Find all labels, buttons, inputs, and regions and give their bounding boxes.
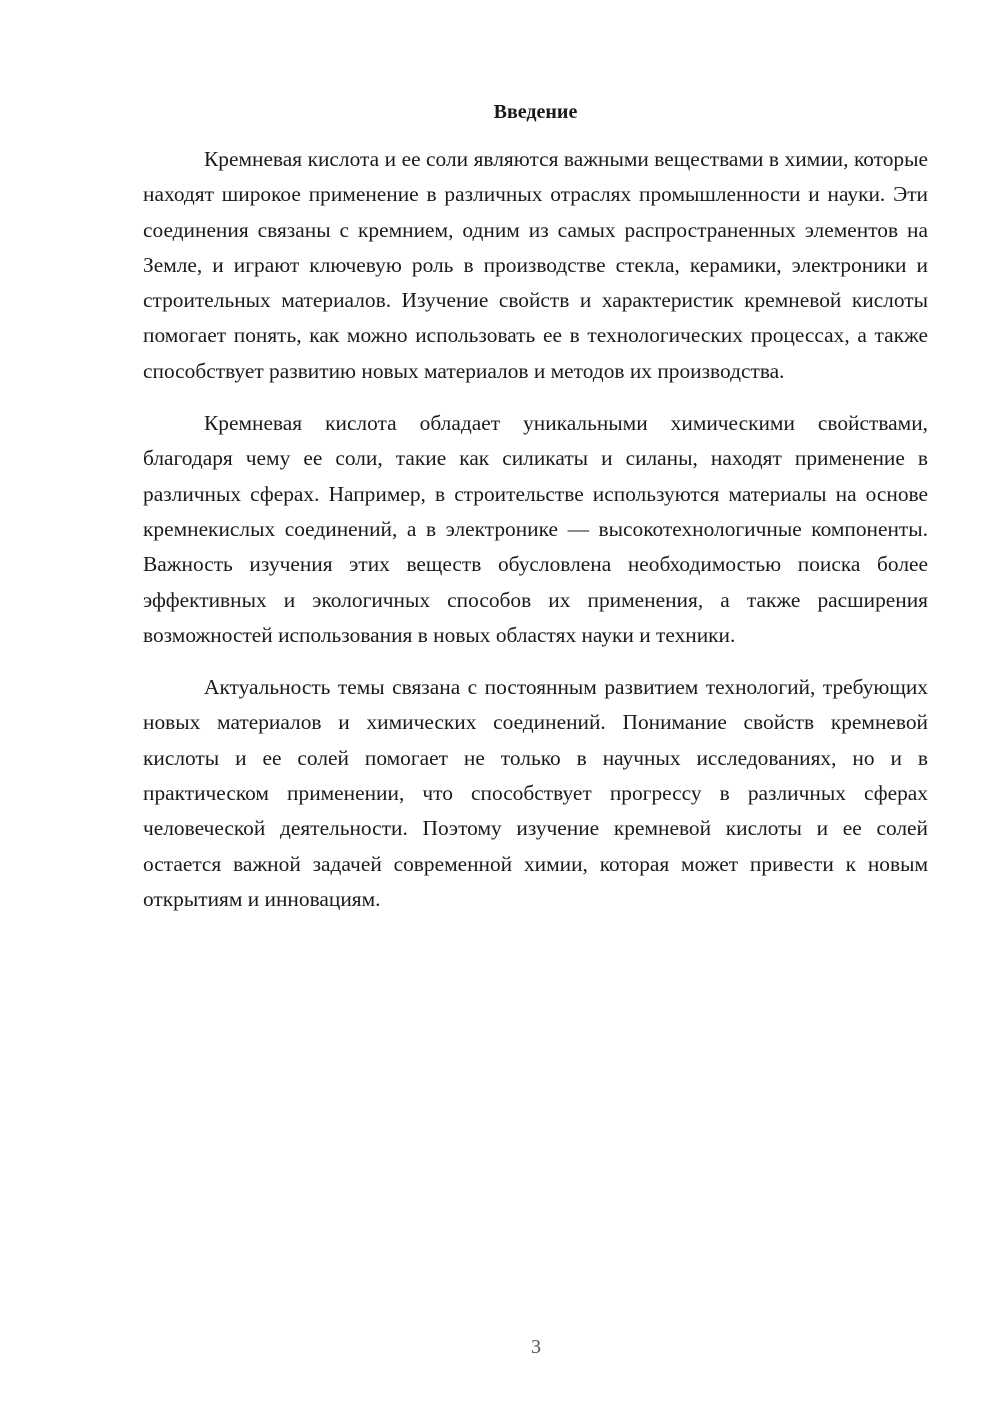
page-number: 3 [531,1336,541,1358]
paragraph-1: Кремневая кислота и ее соли являются важными веществами в химии, которые находят широкое применение в различных отраслях промышленности и науки. Эти соединения связаны с кремнием, одним из самых распространенных элементов на Земле, и играют ключевую роль в производстве стекла, керамики, электроники и строительных материалов. Изучение свойств и характеристик кремневой кислоты помогает понять, как можно использовать ее в технологических процессах, а также способствует развитию новых материалов и методов их производства. [143,147,928,383]
body-text [143,142,928,934]
paragraph-3: Актуальность темы связана с постоянным развитием технологий, требующих новых материалов и химических соединений. Понимание свойств кремневой кислоты и ее солей помогает не только в научных исследованиях, но и в практическом применении, что способствует прогрессу в различных сферах человеческой деятельности. Поэтому изучение кремневой кислоты и ее солей остается важной задачей современной химии, которая может привести к новым открытиям и инновациям. [143,675,928,911]
paragraph-2: Кремневая кислота обладает уникальными химическими свойствами, благодаря чему ее соли, такие как силикаты и силаны, находят применение в различных сферах. Например, в строительстве используются материалы на основе кремнекислых соединений, а в электронике — высокотехнологичные компоненты. Важность изучения этих веществ обусловлена необходимостью поиска более эффективных и экологичных способов их применения, а также расширения возможностей использования в новых областях науки и техники. [143,411,928,647]
section-heading: Введение [493,101,578,123]
